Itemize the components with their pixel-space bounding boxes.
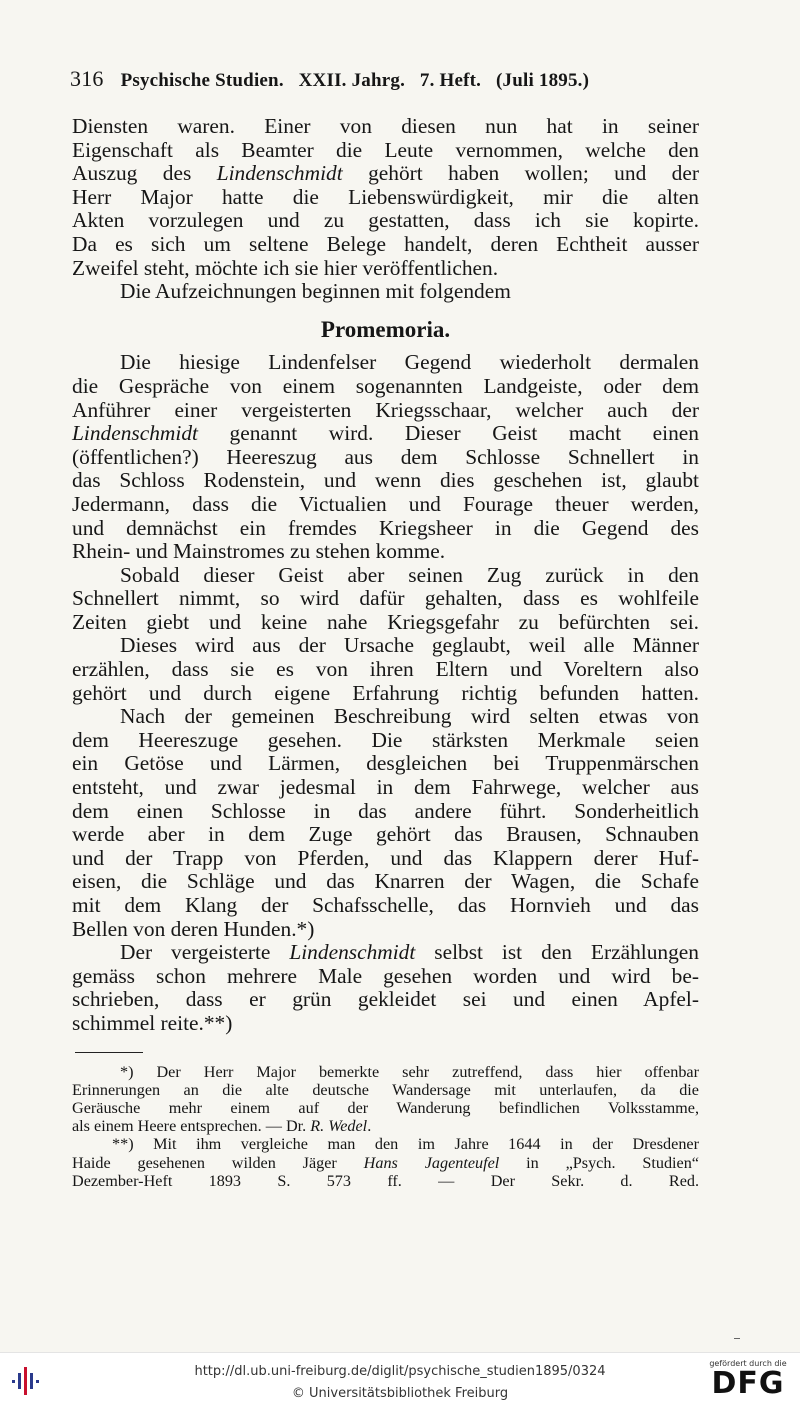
intro-line: Da es sich um seltene Belege handelt, deren Echtheit ausser bbox=[72, 231, 699, 256]
paragraph-1 bbox=[72, 351, 699, 563]
paragraph-4-line: dem Heereszuge gesehen. Die stärksten Merkmale seien bbox=[72, 727, 699, 752]
dfg-logo-icon: DFG bbox=[711, 1366, 785, 1401]
paragraph-3-line: Dieses wird aus der Ursache geglaubt, weil alle Männer bbox=[120, 633, 699, 658]
dfg-sponsor-logo bbox=[704, 1359, 792, 1405]
paragraph-4-line: ein Getöse und Lärmen, desgleichen bei Truppenmärschen bbox=[72, 751, 699, 776]
intro-line: Akten vorzulegen und zu gestatten, dass ich sie kopirte. bbox=[72, 208, 699, 233]
paragraph-5-line: Der vergeisterte Lindenschmidt selbst ist den Erzählungen bbox=[120, 940, 699, 965]
intro-line: Diensten waren. Einer von diesen nun hat in seiner bbox=[72, 114, 699, 138]
paragraph-4-line: mit dem Klang der Schafsschelle, das Hornvieh und das bbox=[72, 893, 699, 917]
issue: 7. Heft. bbox=[419, 70, 482, 91]
paragraph-2-line: Schnellert nimmt, so wird dafür gehalten, dass es wohlfeile bbox=[72, 586, 699, 611]
paragraph-3 bbox=[72, 634, 699, 705]
paragraph-5-line: gemäss schon mehrere Male gesehen worden und wird be- bbox=[72, 963, 699, 988]
paragraph-1-line: Jedermann, dass die Victualien und Fourage theuer werden, bbox=[72, 491, 699, 516]
paragraph-5-line: schrieben, dass er grün gekleidet sei und einen Apfel- bbox=[72, 987, 699, 1012]
paragraph-4-line: entsteht, und zwar jedesmal in dem Fahrwege, welcher aus bbox=[72, 775, 699, 800]
paragraph-3-line: erzählen, dass sie es von ihren Eltern und Voreltern also bbox=[72, 657, 699, 682]
running-head bbox=[70, 66, 730, 92]
paragraph-4-line: dem einen Schlosse in das andere führt. Sonderheitlich bbox=[72, 798, 699, 823]
paragraph-3-line: gehört und durch eigene Erfahrung richtig befunden hatten. bbox=[72, 680, 699, 705]
body-text bbox=[72, 115, 699, 1190]
intro-paragraph bbox=[72, 115, 699, 280]
volume: XXII. Jahrg. bbox=[298, 70, 406, 91]
paragraph-1-line: das Schloss Rodenstein, und wenn dies geschehen ist, glaubt bbox=[72, 468, 699, 493]
paragraph-1-line: Anführer einer vergeisterten Kriegsschaar, welcher auch der bbox=[72, 397, 699, 422]
italic-name: Hans Jagenteufel bbox=[363, 1153, 500, 1172]
footnote-rule bbox=[75, 1052, 143, 1053]
paragraph-4-line: eisen, die Schläge und das Knarren der Wagen, die Schafe bbox=[72, 869, 699, 894]
footnote-1-line: *) Der Herr Major bemerkte sehr zutreffend, dass hier offenbar bbox=[120, 1062, 699, 1081]
paragraph-4-line: Nach der gemeinen Beschreibung wird selten etwas von bbox=[120, 704, 699, 729]
paragraph-1-line: Lindenschmidt genannt wird. Dieser Geist macht einen bbox=[72, 421, 699, 446]
footnote-2-line: Haide gesehenen wilden Jäger Hans Jagenteufel in „Psych. Studien“ bbox=[72, 1153, 699, 1172]
paragraph-5 bbox=[72, 941, 699, 1035]
paragraph-5-line: schimmel reite.**) bbox=[72, 1010, 233, 1035]
italic-name: Lindenschmidt bbox=[289, 940, 416, 965]
paragraph-1-line: (öffentlichen?) Heereszug aus dem Schlosse Schnellert in bbox=[72, 444, 699, 469]
viewer-footer bbox=[0, 1352, 800, 1410]
italic-name: Lindenschmidt bbox=[216, 161, 343, 186]
permalink-url[interactable]: http://dl.ub.uni-freiburg.de/diglit/psychische_studien1895/0324 bbox=[194, 1364, 606, 1379]
intro-line: Herr Major hatte die Liebenswürdigkeit, mir die alten bbox=[72, 184, 699, 209]
footnote-1 bbox=[72, 1063, 699, 1136]
footnote-1-line: Erinnerungen an die alte deutsche Wandersage mit unterlaufen, da die bbox=[72, 1080, 699, 1099]
paragraph-2-line: Sobald dieser Geist aber seinen Zug zurück in den bbox=[120, 562, 699, 587]
italic-name: R. Wedel bbox=[310, 1117, 368, 1136]
intro-final-line: Die Aufzeichnungen beginnen mit folgendem bbox=[120, 279, 511, 304]
paragraph-4-line: und der Trapp von Pferden, und das Klappern derer Huf- bbox=[72, 845, 699, 870]
issue-date: (Juli 1895.) bbox=[495, 70, 590, 91]
paragraph-2 bbox=[72, 564, 699, 635]
paragraph-1-line: Rhein- und Mainstromes zu stehen komme. bbox=[72, 539, 446, 564]
paragraph-1-line: und demnächst ein fremdes Kriegsheer in die Gegend des bbox=[72, 515, 699, 540]
italic-name: Lindenschmidt bbox=[72, 421, 198, 446]
page-edge-mark bbox=[734, 1338, 740, 1339]
journal-title: Psychische Studien. bbox=[120, 70, 284, 91]
paragraph-4-line: werde aber in dem Zuge gehört das Brausen, Schnauben bbox=[72, 822, 699, 847]
paragraph-4-line: Bellen von deren Hunden.*) bbox=[72, 916, 315, 941]
footnote-1-line: Geräusche mehr einem auf der Wanderung befindlichen Volksstamme, bbox=[72, 1098, 699, 1117]
copyright-notice: © Universitätsbibliothek Freiburg bbox=[291, 1386, 509, 1401]
intro-line: Auszug des Lindenschmidt gehört haben wollen; und der bbox=[72, 161, 699, 186]
paragraph-1-line: Die hiesige Lindenfelser Gegend wiederholt dermalen bbox=[120, 350, 699, 375]
sponsor-caption: gefördert durch die bbox=[709, 1359, 787, 1368]
paragraph-1-line: die Gespräche von einem sogenannten Landgeiste, oder dem bbox=[72, 373, 699, 398]
footnote-2-line: **) Mit ihm vergleiche man den im Jahre 1644 in der Dresdener bbox=[112, 1135, 699, 1154]
intro-line: Eigenschaft als Beamter die Leute vernommen, welche den bbox=[72, 137, 699, 162]
footnote-2-line: Dezember-Heft 1893 S. 573 ff. — Der Sekr. d. Red. bbox=[72, 1171, 700, 1190]
paragraph-4 bbox=[72, 705, 699, 941]
page-number: 316 bbox=[70, 66, 104, 91]
footnote-1-line: als einem Heere entsprechen. — Dr. R. Wedel. bbox=[72, 1117, 372, 1136]
intro-line: Zweifel steht, möchte ich sie hier veröffentlichen. bbox=[72, 255, 499, 280]
footnote-2 bbox=[72, 1135, 699, 1190]
section-heading: Promemoria. bbox=[320, 316, 451, 342]
paragraph-2-line: Zeiten giebt und keine nahe Kriegsgefahr zu befürchten sei. bbox=[72, 609, 699, 634]
